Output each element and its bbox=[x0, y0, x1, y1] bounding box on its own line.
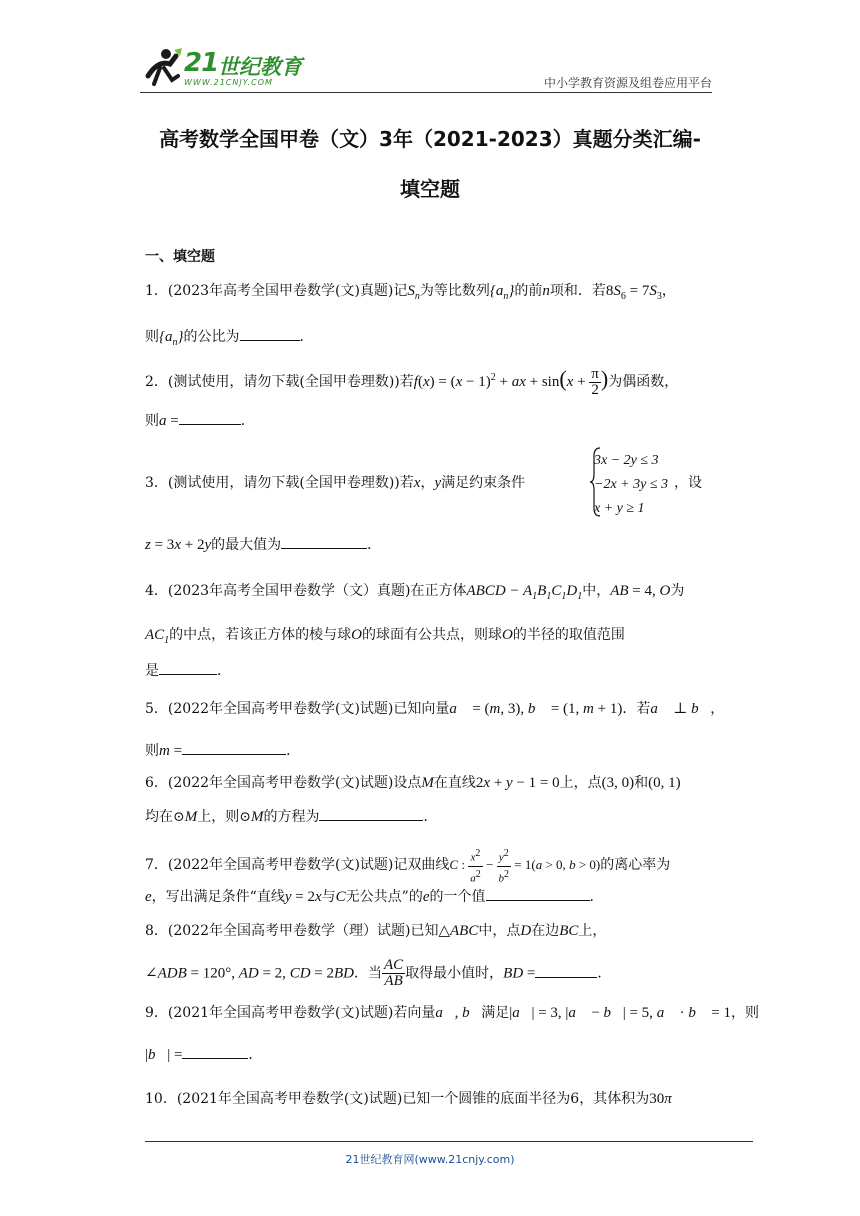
question-number: 8． bbox=[145, 923, 168, 939]
question-text: 取得最小值时， bbox=[405, 965, 504, 982]
answer-blank[interactable] bbox=[182, 1044, 248, 1059]
math: z = 3x + 2y bbox=[145, 537, 212, 553]
math: a⃗ = (m, 3), b⃗ = (1, m + 1) bbox=[449, 701, 623, 717]
header-divider bbox=[140, 92, 712, 93]
question-source: (2022年全国高考甲卷数学(文)试题) bbox=[167, 857, 394, 874]
question-text: 项和．若 bbox=[549, 283, 606, 299]
math: y = 2x bbox=[284, 889, 322, 905]
question-text: 是 bbox=[145, 663, 159, 679]
footer-link[interactable]: 21世纪教育网(www.21cnjy.com) bbox=[345, 1153, 515, 1166]
question-6-line-1 bbox=[145, 772, 681, 792]
question-text: ， bbox=[661, 283, 676, 299]
title-line-1: 高考数学全国甲卷（文）3年（2021-2023）真题分类汇编- bbox=[159, 127, 701, 151]
question-number: 7． bbox=[145, 857, 168, 874]
math: $S_n$ bbox=[407, 283, 420, 302]
math: ABCD − $A_1B_1C_1D_1$ bbox=[466, 583, 583, 602]
document-title bbox=[120, 114, 740, 214]
question-text: 与 bbox=[321, 889, 336, 905]
math: O bbox=[502, 627, 513, 643]
question-number: 3． bbox=[145, 475, 168, 491]
question-text: 中，点 bbox=[478, 923, 521, 939]
logo-url: WWW.21CNJY.COM bbox=[184, 78, 273, 87]
question-text: 记 bbox=[393, 283, 408, 299]
answer-blank[interactable] bbox=[281, 534, 367, 549]
question-text: ． bbox=[299, 329, 314, 345]
question-text: 中， bbox=[582, 583, 611, 599]
math: (0, 1) bbox=[648, 775, 681, 791]
math: M bbox=[250, 809, 264, 825]
math: |b⃗| = bbox=[145, 1047, 183, 1063]
question-number: 9． bbox=[145, 1005, 168, 1021]
math: △ABC bbox=[438, 923, 479, 939]
math: m = bbox=[159, 743, 183, 759]
question-source: (2023年高考全国甲卷数学(文)真题) bbox=[167, 283, 394, 299]
math: D bbox=[520, 923, 532, 939]
question-text: ． bbox=[240, 413, 255, 429]
math: 30π bbox=[649, 1091, 672, 1107]
answer-blank[interactable] bbox=[179, 410, 241, 425]
math: C : $\frac{x^2}{a^2}$ − $\frac{y^2}{b^2}$ = 1(a > 0, b > 0) bbox=[449, 848, 601, 885]
answer-blank[interactable] bbox=[240, 326, 300, 341]
question-number: 1． bbox=[145, 283, 168, 299]
question-text: 设点 bbox=[393, 775, 422, 791]
question-text: 已知向量 bbox=[393, 701, 450, 717]
question-text: ，则 bbox=[731, 1005, 759, 1021]
math: ∠ADB = 120°, AD = 2, CD = 2BD bbox=[145, 965, 354, 982]
question-text: 的离心率为 bbox=[600, 857, 671, 874]
math: 2x + y − 1 = 0 bbox=[475, 775, 560, 791]
question-text: 为偶函数， bbox=[608, 374, 679, 390]
question-source: (2022年全国高考甲卷数学(文)试题) bbox=[167, 701, 394, 717]
question-text: ． bbox=[248, 1047, 263, 1063]
answer-blank[interactable] bbox=[486, 886, 590, 901]
question-3-line-1 bbox=[145, 472, 525, 492]
question-number: 10． bbox=[145, 1091, 177, 1107]
question-text: 上， bbox=[578, 923, 607, 939]
question-text: 的前 bbox=[514, 283, 543, 299]
math: M bbox=[184, 809, 198, 825]
question-text: 无公共点”的 bbox=[345, 889, 423, 905]
question-10-line-1 bbox=[145, 1088, 672, 1108]
question-text: 为等比数列 bbox=[419, 283, 490, 299]
question-text: 的半径的取值范围 bbox=[512, 627, 625, 643]
math: (3, 0) bbox=[601, 775, 635, 791]
math: a⃗ ⊥ b⃗ bbox=[650, 701, 711, 717]
question-text: 满足约束条件 bbox=[441, 475, 526, 491]
question-source: (2022年全国高考甲卷数学(文)试题) bbox=[167, 775, 394, 791]
question-text: ．若 bbox=[622, 701, 651, 717]
question-9-line-1 bbox=[145, 1002, 759, 1022]
math: $\frac{AC}{AB}$ bbox=[384, 957, 404, 989]
question-text: 已知 bbox=[410, 923, 439, 939]
question-4-line-3 bbox=[145, 660, 231, 680]
footer-divider bbox=[145, 1141, 753, 1142]
question-2-line-1 bbox=[145, 366, 678, 398]
math: BD = bbox=[503, 965, 536, 982]
question-7-line-1 bbox=[145, 846, 670, 886]
answer-blank[interactable] bbox=[535, 963, 597, 978]
constraint: 3x − 2y ≤ 3 bbox=[594, 453, 659, 468]
question-text: 的最大值为 bbox=[211, 537, 282, 553]
question-text: ． bbox=[367, 537, 382, 553]
math: BC bbox=[559, 923, 579, 939]
math: |a⃗| = 3, |a⃗ − b⃗| = 5, a⃗ · b⃗ = 1 bbox=[509, 1005, 731, 1021]
math: $8S_6 = 7S_3$ bbox=[605, 283, 662, 302]
question-8-line-1 bbox=[145, 920, 606, 940]
question-2-line-2 bbox=[145, 410, 255, 430]
runner-icon bbox=[140, 46, 184, 90]
question-7-line-2 bbox=[145, 886, 604, 906]
question-text: 则 bbox=[145, 329, 159, 345]
page-header bbox=[140, 44, 712, 92]
question-number: 4． bbox=[145, 583, 168, 599]
question-text: 的中点，若该正方体的棱与球 bbox=[169, 627, 352, 643]
math: $f(x) = (x - 1)^2$ + ax + sin(x + $\frac{\pi}{2}$ ) bbox=[413, 366, 609, 399]
question-text: ．当 bbox=[354, 965, 382, 982]
question-text: ． bbox=[286, 743, 301, 759]
question-9-line-2 bbox=[145, 1044, 262, 1064]
question-text: 记双曲线 bbox=[393, 857, 450, 874]
question-text: ． bbox=[423, 809, 438, 825]
question-text: 的公比为 bbox=[183, 329, 240, 345]
question-source: (2022年全国高考甲卷数学（理）试题) bbox=[167, 923, 411, 939]
question-text: ，设 bbox=[674, 475, 702, 491]
site-logo[interactable] bbox=[140, 44, 320, 92]
question-3-line-2 bbox=[145, 534, 381, 554]
math: $\{a_n\}$ bbox=[159, 329, 184, 348]
question-text: 已知一个圆锥的底面半径为6，其体积为 bbox=[402, 1091, 650, 1107]
question-1-line-1 bbox=[145, 280, 676, 302]
logo-title: 世纪教育 bbox=[218, 55, 302, 79]
question-6-line-2 bbox=[145, 806, 437, 826]
math: n bbox=[542, 283, 550, 299]
constraint: −2x + 3y ≤ 3 bbox=[594, 477, 669, 492]
question-8-line-2 bbox=[145, 958, 611, 989]
question-text: 若 bbox=[399, 475, 414, 491]
question-text: ． bbox=[589, 889, 604, 905]
answer-blank[interactable] bbox=[182, 740, 286, 755]
answer-blank[interactable] bbox=[319, 806, 423, 821]
question-text: 若向量 bbox=[393, 1005, 436, 1021]
constraint: x + y ≥ 1 bbox=[594, 501, 645, 516]
question-text: 上，则⊙ bbox=[197, 809, 251, 825]
question-source: (测试使用，请勿下载(全国甲卷理数)) bbox=[167, 374, 400, 390]
question-text: 在正方体 bbox=[410, 583, 467, 599]
question-text: 则 bbox=[145, 743, 159, 759]
constraint-system bbox=[594, 449, 668, 521]
question-source: (2021年全国高考甲卷数学(文)试题) bbox=[176, 1091, 403, 1107]
math: O bbox=[351, 627, 363, 643]
question-source: (测试使用，请勿下载(全国甲卷理数)) bbox=[167, 475, 400, 491]
math: a⃗, b⃗ bbox=[435, 1005, 482, 1021]
platform-name: 中小学教育资源及组卷应用平台 bbox=[543, 76, 712, 90]
question-text: 在边 bbox=[531, 923, 560, 939]
question-source: (2023年高考全国甲卷数学（文）真题) bbox=[167, 583, 411, 599]
math: $AC_1$ bbox=[145, 627, 170, 646]
question-text: 满足 bbox=[481, 1005, 510, 1021]
question-number: 2． bbox=[145, 374, 168, 390]
math: e bbox=[422, 889, 430, 905]
question-4-line-2 bbox=[145, 624, 625, 646]
question-number: 6． bbox=[145, 775, 168, 791]
math: C bbox=[335, 889, 346, 905]
title-line-2: 填空题 bbox=[400, 177, 460, 201]
question-text: ，写出满足条件“直线 bbox=[151, 889, 285, 905]
logo-number: 21 bbox=[184, 48, 219, 78]
question-number: 5． bbox=[145, 701, 168, 717]
math: AB = 4, O bbox=[610, 583, 671, 599]
math: M bbox=[421, 775, 434, 791]
math: e bbox=[145, 889, 152, 905]
question-text: ． bbox=[217, 663, 231, 679]
question-text: 则 bbox=[145, 413, 159, 429]
math: a = bbox=[159, 413, 179, 429]
math: y bbox=[434, 475, 442, 491]
answer-blank[interactable] bbox=[159, 660, 217, 675]
question-4-line-1 bbox=[145, 580, 684, 602]
math: $\{a_n\}$ bbox=[489, 283, 515, 302]
question-text: 和 bbox=[634, 775, 649, 791]
question-3-suffix bbox=[674, 472, 702, 492]
question-5-line-1 bbox=[145, 698, 724, 718]
question-1-line-2 bbox=[145, 326, 314, 348]
section-heading: 一、填空题 bbox=[145, 249, 215, 265]
question-text: 均在⊙ bbox=[145, 809, 185, 825]
question-text: 若 bbox=[399, 374, 414, 390]
question-text: 的一个值 bbox=[429, 889, 486, 905]
question-text: 的球面有公共点，则球 bbox=[362, 627, 503, 643]
question-text: 的方程为 bbox=[263, 809, 320, 825]
question-text: 为 bbox=[670, 583, 685, 599]
question-text: ， bbox=[710, 701, 725, 717]
question-text: 在直线 bbox=[433, 775, 476, 791]
question-source: (2021年全国高考甲卷数学(文)试题) bbox=[167, 1005, 394, 1021]
question-text: ． bbox=[597, 965, 612, 982]
question-text: 上，点 bbox=[559, 775, 602, 791]
question-5-line-2 bbox=[145, 740, 300, 760]
math: x bbox=[413, 475, 421, 491]
question-text: ， bbox=[420, 475, 435, 491]
